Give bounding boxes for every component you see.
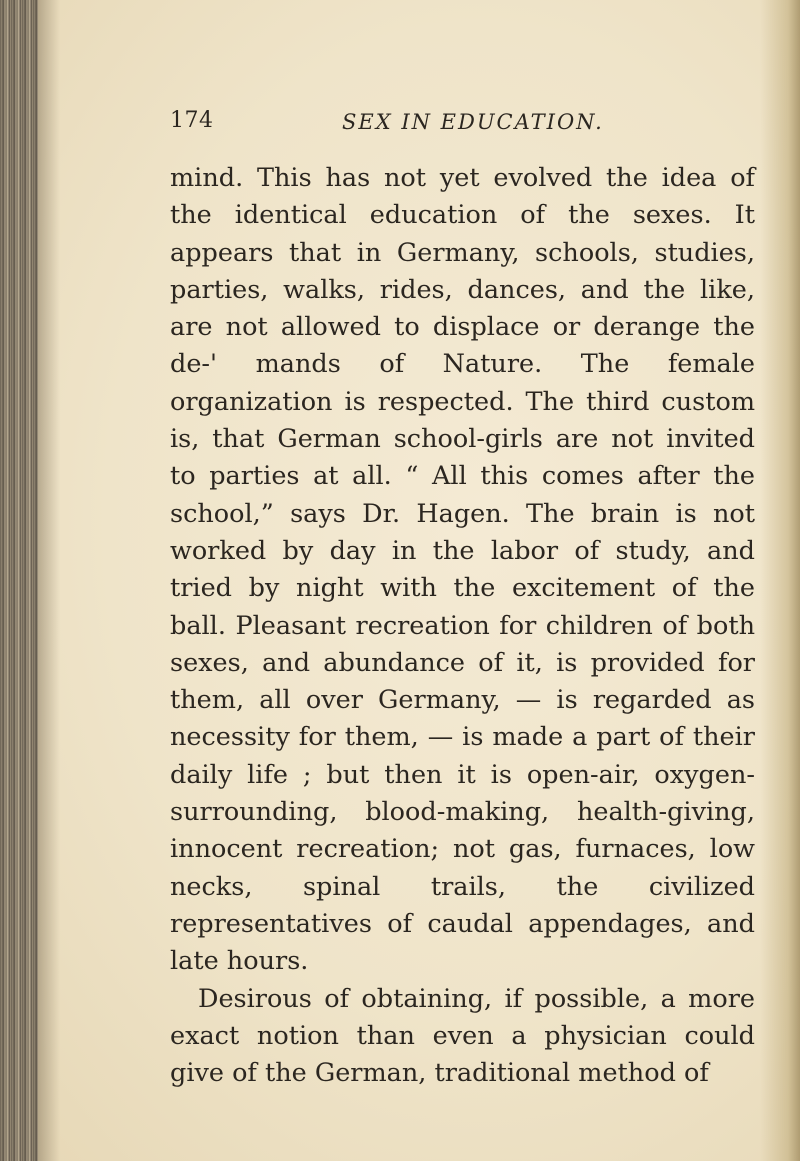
- running-head: SEX IN EDUCATION.: [342, 110, 604, 134]
- page-number: 174: [170, 108, 214, 133]
- body-text: [170, 160, 755, 1092]
- book-binding-edge: [0, 0, 38, 1161]
- paragraph: mind. This has not yet evolved the idea of the identical education of the sexes. It appears that in Germany, schools, studies, parties, walks, rides, dances, and the like, are not allowed to displace or derange the de-' mands of Nature. The female organization is respected. The third custom is, that German school-girls are not invited to parties at all. “ All this comes after the school,” says Dr. Hagen. The brain is not worked by day in the labor of study, and tried by night with the excitement of the ball. Pleasant recreation for children of both sexes, and abundance of it, is provided for them, all over Germany, — is regarded as necessity for them, — is made a part of their daily life ; but then it is open-air, oxygen-surrounding, blood-making, health-giving, innocent recreation; not gas, furnaces, low necks, spinal trails, the civilized representatives of caudal appendages, and late hours.: [170, 163, 755, 977]
- page-edge-shadow: [760, 0, 800, 1161]
- paragraph: Desirous of obtaining, if possible, a more exact notion than even a physician could give of the German, traditional method of: [170, 983, 755, 1089]
- page-header: [170, 108, 770, 140]
- gutter-shadow: [38, 0, 60, 1161]
